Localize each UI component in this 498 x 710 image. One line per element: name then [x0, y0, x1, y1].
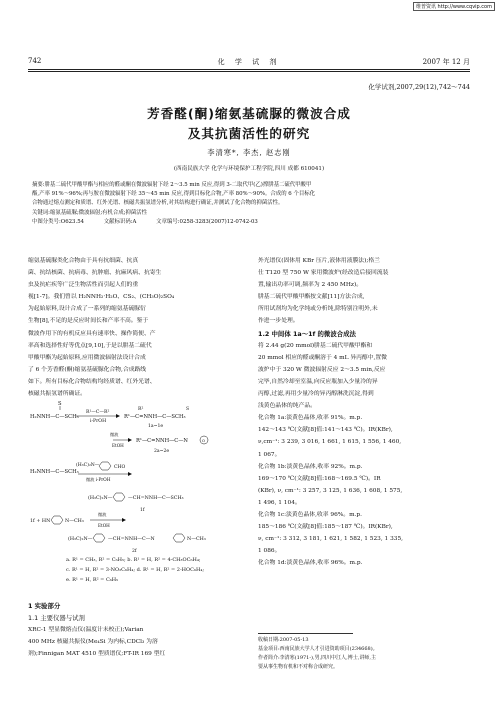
svg-text:R²: R² [138, 407, 144, 412]
text-line: 虫及抗疟疾等广泛生物活性而引起人们的重 [28, 282, 139, 289]
page-number: 742 [28, 57, 42, 65]
text-line: 为起始原料,设计合成了一系列的缩氨基硫脲衍 [28, 306, 146, 313]
text-line: 400 MHz 核磁共振仪(Me₄Si 为内标,CDCl₃ 为溶 [28, 639, 158, 646]
svg-text:CHO: CHO [114, 465, 126, 470]
header-rule-top [28, 69, 470, 70]
article-number: 文章编号:0258-3283(2007)12-0742-03 [156, 218, 258, 225]
product-2f: (H₃C)₂N— [68, 537, 93, 542]
authors: 李清寒*, 李杰, 赵志刚 [207, 148, 291, 157]
text-line: 化合物 1a:淡黄色晶体,收率 91%。m.p. [258, 415, 363, 422]
piperazine-ring [51, 516, 63, 524]
text-line: 微波作用下的有机反应具有速率快、操作简便、产 [28, 330, 156, 337]
svg-text:S: S [186, 407, 190, 412]
text-line: 视[1-7]。我们曾以 H₂NNH₂·H₂O、CS₂、(CH₃O)₂SO₄ [28, 294, 175, 301]
arrow-head [116, 414, 120, 418]
scheme-legend-line: c. R¹ = H, R² = 3-NO₂C₆H₄; d. R¹ = H, R² = 2-HOC₆H₄; [66, 567, 205, 573]
compound-label-1a: 1a~1e [148, 424, 164, 429]
source-watermark: 维普资讯 http://www.cqvip.com [413, 2, 495, 11]
svg-text:—CH=NNH—C—SCH₃: —CH=NNH—C—SCH₃ [128, 496, 184, 501]
abstract-line: 酯,产率 91%～96%;再与胺在微波辐射下经 35～45 min 反应,得到目标化合物,产率 80%～90%。合成的 6 个目标化 [32, 191, 316, 198]
svg-text:N—CH₃: N—CH₃ [65, 519, 84, 524]
text-line: 1 086。 [258, 548, 281, 555]
reagent-microwave-2: 微波 [98, 512, 107, 517]
reactant-formula-2: H₂NNH—C—SCH₃ [30, 469, 79, 475]
text-line: 化合物 1b:淡黄色晶体,收率 92%。m.p. [258, 463, 363, 470]
scheme-legend-line: a. R¹ = CH₃, R² = C₆H₅; b. R¹ = H, R² = 4-CH₃OC₆H₄; [66, 557, 201, 563]
text-line: 置,输出功率可调,频率为 2 450 MHz)。 [258, 282, 363, 289]
text-line: XRC-1 型显微熔点仪(温度计未校正);Varian [28, 627, 144, 634]
paper-title-line1: 芳香醛(酮)缩氨基硫脲的微波合成 [147, 106, 351, 121]
text-line: 波炉中于 320 W 微波辐射反应 2～3.5 min,反应 [258, 366, 386, 373]
text-line: 仕 T120 型 750 W 家用微波炉(经改造后接回流装 [258, 270, 389, 277]
classification-line [32, 218, 468, 227]
text-line: 浅黄色晶体的纯产品。 [258, 403, 316, 410]
keywords: 关键词:缩氨基硫脲;微波辐射;有机合成;抑菌活性 [32, 209, 148, 216]
fund-info: 基金项目:西南民族大学人才引进资助项目(234668)。 [258, 646, 378, 652]
text-line: 20 mmol 相应的醛或酮溶于 4 mL 异丙醇中,置微 [258, 354, 387, 361]
citation-line: 化学试剂,2007,29(12),742～744 [368, 83, 470, 91]
journal-name: 化 学 试 剂 [217, 58, 281, 66]
scheme-legend-line: e. R¹ = H, R² = C₆H₅ [66, 577, 119, 583]
author-bio: 作者简介:李清寒(1971-),男,四川中江人,博士,讲师,主 [258, 655, 376, 661]
arrow-head [122, 518, 126, 522]
reagent-solvent: i-PrOH [90, 419, 107, 424]
text-line: 1 067。 [258, 451, 281, 458]
subsection-heading: 1.2 中间体 1a～1f 的微波合成法 [258, 329, 356, 338]
document-code: 文献标识码:A [103, 218, 137, 225]
piperazine-ring [173, 534, 185, 542]
reagent-ketone: R¹—C—R² [86, 410, 110, 415]
arrow-head [128, 472, 132, 476]
product-1: R¹—C=NNH—C—SCH₃ [124, 414, 186, 420]
text-line: ν, cm⁻¹: 3 312, 3 181, 1 621, 1 582, 1 523, 1 335, [258, 536, 403, 543]
text-line: 化合物 1d:淡黄色晶体,收率 96%。m.p. [258, 560, 363, 567]
text-line: 肼基二硫代甲酸甲酯按文献[11]方法合成, [258, 294, 365, 301]
text-line: 所用试剂均为化学纯或分析纯,除特别注明外,未 [258, 306, 378, 313]
subsection-heading: 1.1 主要仪器与试剂 [28, 614, 85, 623]
svg-text:O: O [202, 439, 205, 443]
arrow-head [128, 438, 132, 442]
received-date: 收稿日期:2007-05-13 [258, 637, 309, 643]
text-line: 缩氨基硫脲类化合物由于具有抗细菌、抗真 [28, 258, 139, 264]
text-line: (KBr), ν, cm⁻¹: 3 257, 3 125, 1 636, 1 608, 1 575, [258, 487, 403, 494]
issue-date: 2007 年 12 月 [422, 58, 470, 66]
affiliation: (西南民族大学 化学与环境保护工程学院,四川 成都 610041) [173, 166, 325, 172]
benzene-ring [113, 493, 125, 501]
abstract-line: 摘要:肼基二硫代甲酸甲酯与相应的醛或酮在微波辐射下经 2～3.5 min 反应,得到 3-二取代甲(乙)撑肼基二硫代甲酸甲 [32, 182, 312, 188]
text-line: 169～170 ℃(文献[8]值:168～169.5 ℃)。IR [258, 475, 381, 482]
text-line: 核磁共振氢谱所确证。 [28, 391, 86, 398]
reaction-scheme [28, 400, 238, 560]
text-line: 了 6 个芳香醛(酮)缩氨基硫脲化合物,合成路线 [28, 366, 147, 373]
compound-label-2f: 2f [132, 549, 137, 554]
footnote-rule [258, 633, 353, 634]
compound-label-1f: 1f [140, 508, 145, 513]
paper-title-line2: 及其抗菌活性的研究 [187, 126, 311, 141]
text-line: ν,cm⁻¹: 3 239, 3 016, 1 661, 1 615, 1 556, 1 460, [258, 439, 402, 446]
text-line: 生物[8],不足的是反应时间长和产率不高。鉴于 [28, 318, 149, 325]
product-1f: (H₃C)₂N— [88, 496, 113, 501]
author-bio-cont: 要从事生物有机和不对称合成研究。 [258, 664, 339, 670]
reagent-ethanol-2: EtOH [98, 523, 110, 528]
reagent-microwave: 微波 [110, 432, 119, 437]
product-2: R¹—C=NNH—C—N [136, 438, 188, 444]
abstract [32, 181, 468, 227]
text-line: 如下。所有目标化合物结构均经质谱、红外光谱、 [28, 378, 156, 385]
reactant-1f-plus: 1f + HN [30, 519, 51, 524]
text-line: 完毕,自然冷却至室温,向反应瓶加入少量冷的异 [258, 378, 378, 385]
reagent-ethanol: EtOH [112, 443, 124, 448]
intro-paragraph [28, 255, 236, 400]
reagent-microwave-ipa: 微波 i-PrOH [86, 477, 111, 482]
text-line: 将 2.44 g(20 mmol)肼基二硫代甲酸甲酯和 [258, 342, 373, 349]
text-line: 剂);Finnigan MAT 4510 型质谱仪;FT-IR 169 型红 [28, 651, 166, 658]
right-column [258, 255, 472, 569]
benzene-ring [99, 462, 111, 470]
clc-number: 中图分类号:O623.54 [32, 218, 85, 225]
text-line: 142～143 ℃(文献[8]值:141～143 ℃)。IR(KBr), [258, 427, 393, 434]
footnote [258, 636, 472, 672]
text-line: 外光谱仪(固体用 KBr 压片,液体用液膜法);格兰 [258, 258, 380, 264]
section-heading: 1 实验部分 [28, 602, 61, 610]
text-line: 菌、抗结核菌、抗病毒、抗肿瘤、抗麻风病、抗寄生 [28, 270, 162, 277]
text-line: 化合物 1c:淡黄色晶体,收率 96%。m.p. [258, 511, 362, 518]
text-line: 185～186 ℃(文献[8]值:185～187 ℃)。IR(KBr), [258, 524, 393, 531]
abstract-line: 合物通过熔点测定和质谱、红外光谱、核磁共振氢谱分析,对其结构进行确证,并测试了化合物的抑菌活性。 [32, 200, 284, 207]
reagent-aldehyde: (H₃C)₂N— [76, 463, 100, 468]
svg-text:—CH=NNH—C—N: —CH=NNH—C—N [108, 537, 155, 542]
text-line: 作进一步处理。 [258, 318, 299, 325]
header-rule-bottom [28, 71, 470, 72]
compound-label-2a: 2a~2e [154, 449, 170, 454]
text-line: 1 496, 1 104。 [258, 499, 301, 506]
text-line: 率高和选择性好等优点[9,10],于是以肼基二硫代 [28, 342, 152, 349]
experimental-section [28, 600, 236, 660]
svg-text:S: S [58, 401, 62, 407]
svg-text:N—CH₃: N—CH₃ [187, 537, 206, 542]
text-line: 丙醇,过滤,再用少量冷的异丙醇淋洗沉淀,得到 [258, 391, 374, 398]
text-line: 甲酸甲酯为起始原料,应用微波辐射法设计合成 [28, 354, 146, 361]
benzene-ring [93, 534, 105, 542]
reactant-formula: H₂NNH—C—SCH₃ [30, 414, 79, 420]
